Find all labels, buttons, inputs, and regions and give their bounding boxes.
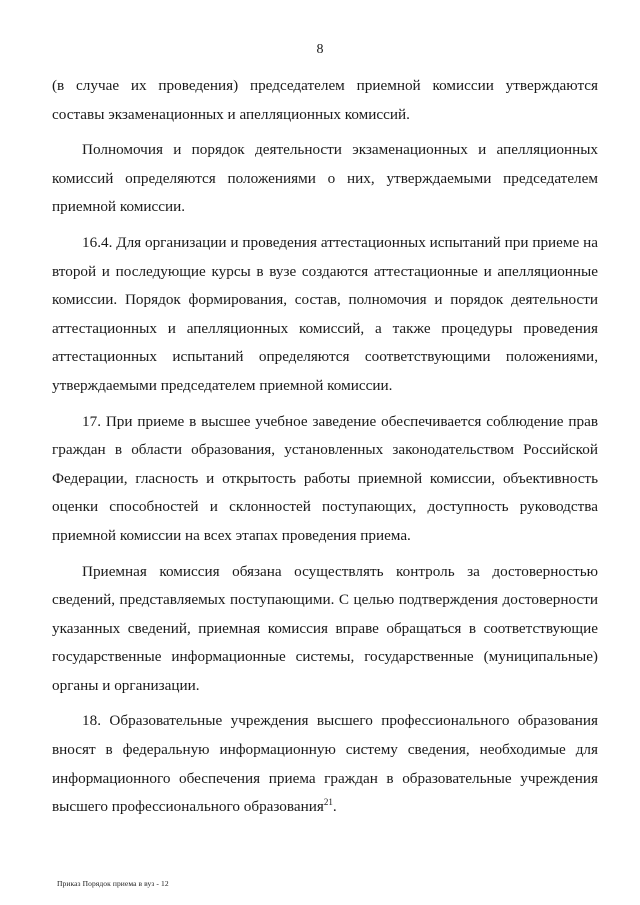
paragraph-commission-powers: Полномочия и порядок деятельности экзаменационных и апелляционных комиссий определяются положениями о них, утверждаемыми председателем приемной комиссии. (52, 141, 598, 216)
paragraph-18-text: 18. Образовательные учреждения высшего профессионального образования вносят в федеральную информационную систему сведения, необходимые для информационного обеспечения приема граждан в образовательные учреждения высшего профессионального образования (52, 712, 598, 816)
document-body (52, 72, 598, 829)
paragraph-continuation: (в случае их проведения) председателем приемной комиссии утверждаются составы экзаменационных и апелляционных комиссий. (52, 77, 598, 123)
page-number: 8 (316, 42, 324, 57)
page-footer: Приказ Порядок приема в вуз - 12 (57, 879, 169, 888)
paragraph-commission-control: Приемная комиссия обязана осуществлять контроль за достоверностью сведений, представляемых поступающими. С целью подтверждения достоверности указанных сведений, приемная комиссия вправе обращаться в соответствующие государственные информационные системы, государственные (муниципальные) органы и организации. (52, 562, 598, 694)
paragraph-16-4: 16.4. Для организации и проведения аттестационных испытаний при приеме на второй и последующие курсы в вузе создаются аттестационные и апелляционные комиссии. Порядок формирования, состав, полномочия и порядок деятельности аттестационных и апелляционных комиссий, а также процедуры проведения аттестационных испытаний определяются соответствующими положениями, утверждаемыми председателем приемной комиссии. (52, 233, 598, 394)
paragraph-18 (52, 707, 598, 821)
footnote-reference: 21 (323, 797, 333, 808)
paragraph-17: 17. При приеме в высшее учебное заведение обеспечивается соблюдение прав граждан в области образования, установленных законодательством Российской Федерации, гласность и открытость работы приемной комиссии, объективность оценки способностей и склонностей поступающих, доступность руководства приемной комиссии на всех этапах проведения приема. (52, 412, 598, 544)
paragraph-18-period: . (332, 798, 337, 816)
